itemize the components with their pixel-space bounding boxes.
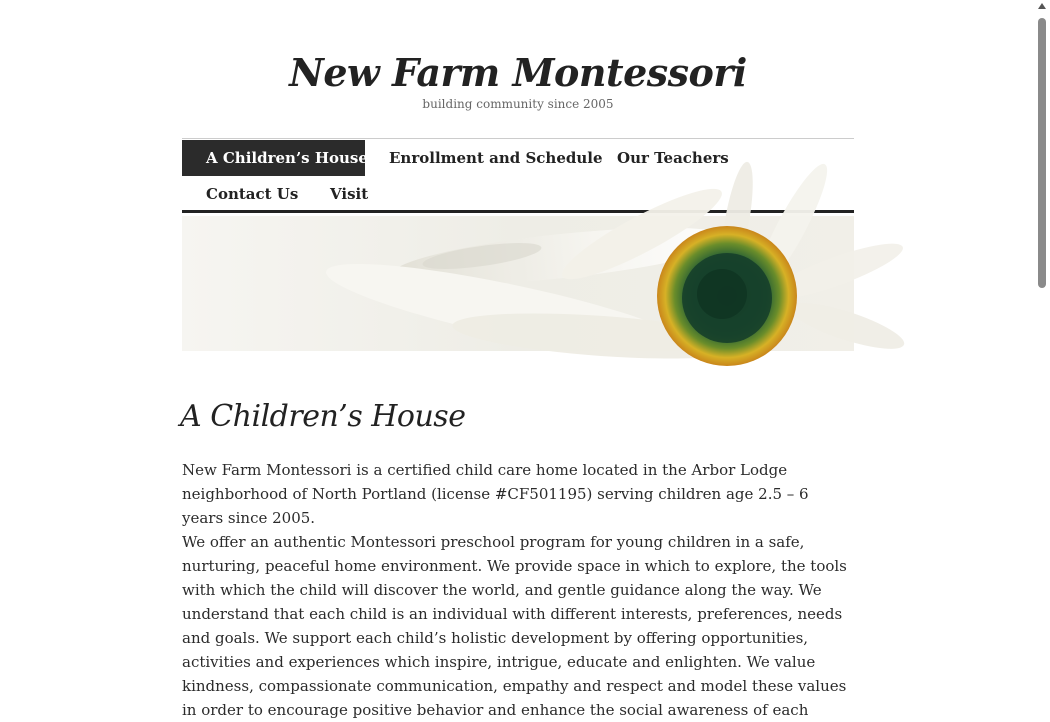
intro-paragraph: New Farm Montessori is a certified child care home located in the Arbor Lodge neighborhood of North Portland (license #CF501195) serving children age 2.5 – 6 years since 2005. — [182, 461, 809, 527]
nav-item-enrollment[interactable]: Enrollment and Schedule — [389, 149, 603, 167]
main-navigation — [182, 138, 854, 213]
nav-item-our-teachers[interactable]: Our Teachers — [617, 149, 729, 167]
scrollbar-thumb[interactable] — [1038, 18, 1046, 288]
nav-item-visit[interactable]: Visit — [330, 185, 369, 203]
page-heading: A Children’s House — [180, 399, 466, 434]
vertical-scrollbar[interactable] — [1034, 0, 1050, 700]
program-paragraph: We offer an authentic Montessori preschool program for young children in a safe, nurturing, peaceful home environment. We provide space in which to explore, the tools with which the child will discover the world, and gentle guidance along the way. We understand that each child is an individual with different interests, preferences, needs and goals. We support each child’s holistic development by offering opportunities, activities and experiences which inspire, intrigue, educate and enlighten. We value kindness, compassionate communication, empathy and respect and model these values in order to encourage positive behavior and enhance the social awareness of each — [182, 533, 847, 719]
scroll-up-arrow-icon[interactable] — [1038, 3, 1046, 9]
nav-item-contact-us[interactable]: Contact Us — [206, 185, 299, 203]
nav-item-childrens-house[interactable]: A Children’s House — [182, 140, 365, 176]
daisy-flower-image — [182, 216, 854, 351]
header-banner-image — [182, 216, 854, 351]
site-tagline: building community since 2005 — [422, 97, 614, 111]
site-title[interactable]: New Farm Montessori — [289, 50, 747, 95]
